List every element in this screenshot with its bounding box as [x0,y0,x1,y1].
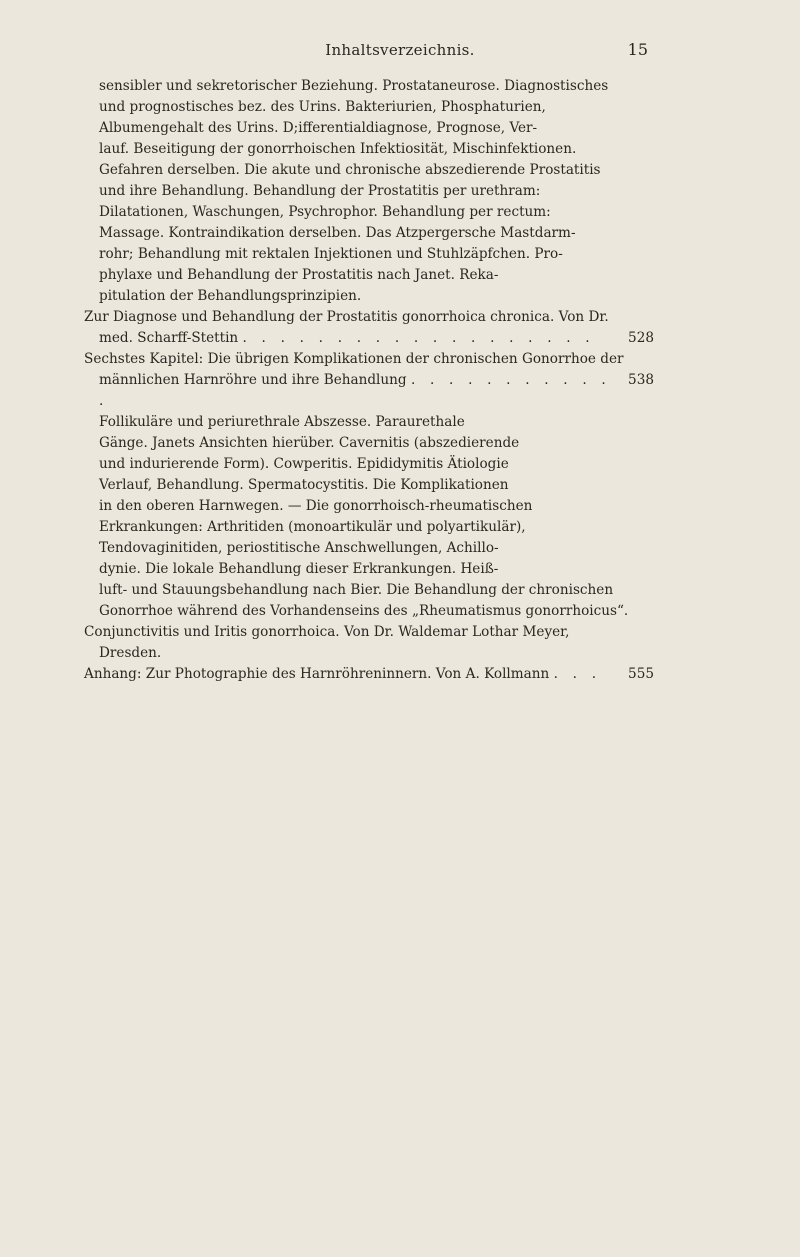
toc-entry-title: Zur Diagnose und Behandlung der Prostatitis gonorrhoica chronica. Von Dr. [84,309,609,325]
summary-line: luft- und Stauungsbehandlung nach Bier. Die Behandlung der chronischen [99,582,614,598]
header-title: Inhaltsverzeichnis. [325,41,475,59]
toc-entry-conjunctivitis [84,622,654,664]
chapter-summary-prostatitis [84,76,654,307]
header-page-number: 15 [627,40,648,59]
summary-line: Massage. Kontraindikation derselben. Das Atzpergersche Mastdarm- [99,225,576,241]
summary-line: Gonorrhoe während des Vorhandenseins des „Rheumatismus gonorrhoicus“. [99,603,629,619]
toc-page-number: 555 [628,666,654,682]
toc-entry-title: Anhang: Zur Photographie des Harnröhreninnern. Von A. Kollmann [84,666,550,682]
toc-entry-line [84,664,654,685]
toc-entry-author: med. Scharff-Stettin [99,330,239,346]
toc-entry-title: Conjunctivitis und Iritis gonorrhoica. Von Dr. Waldemar Lothar Meyer, [84,624,570,640]
summary-line: lauf. Beseitigung der gonorrhoischen Infektiosität, Mischinfektionen. [99,141,577,157]
toc-entry-line [84,370,654,412]
summary-line: sensibler und sekretorischer Beziehung. Prostataneurose. Diagnostisches [99,78,609,94]
toc-entry-anhang [84,664,654,685]
summary-line: dynie. Die lokale Behandlung dieser Erkrankungen. Heiß- [99,561,499,577]
summary-line: und prognostisches bez. des Urins. Bakteriurien, Phosphaturien, [99,99,546,115]
summary-line: Gefahren derselben. Die akute und chronische abszedierende Prostatitis [99,162,601,178]
toc-leader-dots: . . . [553,666,602,682]
running-header [0,41,800,63]
summary-line: Gänge. Janets Ansichten hierüber. Cavernitis (abszedierende [99,435,520,451]
summary-line: und ihre Behandlung. Behandlung der Prostatitis per urethram: [99,183,541,199]
summary-line: und indurierende Form). Cowperitis. Epididymitis Ätiologie [99,456,509,472]
toc-body [84,76,654,685]
summary-line: phylaxe und Behandlung der Prostatitis nach Janet. Reka- [99,267,499,283]
chapter-summary-komplikationen [84,412,654,622]
toc-leader-dots: . . . . . . . . . . . . . . . . . . . [242,330,595,346]
summary-line: Follikuläre und periurethrale Abszesse. Paraurethale [99,414,465,430]
toc-page-number: 538 [628,372,654,388]
summary-line: Albumengehalt des Urins. D;ifferentialdiagnose, Prognose, Ver- [99,120,538,136]
toc-entry-author: Dresden. [99,645,162,661]
toc-entry-sechstes-kapitel [84,349,654,412]
summary-line: in den oberen Harnwegen. — Die gonorrhoisch-rheumatischen [99,498,533,514]
toc-leader-dots: . . . . . . . . . . . . [99,372,611,409]
summary-line: Dilatationen, Waschungen, Psychrophor. Behandlung per rectum: [99,204,551,220]
summary-line: Tendovaginitiden, periostitische Anschwellungen, Achillo- [99,540,499,556]
summary-line: rohr; Behandlung mit rektalen Injektionen und Stuhlzäpfchen. Pro- [99,246,563,262]
summary-line: Verlauf, Behandlung. Spermatocystitis. Die Komplikationen [99,477,509,493]
summary-line: Erkrankungen: Arthritiden (monoartikulär und polyartikulär), [99,519,526,535]
toc-page-number: 528 [628,330,654,346]
summary-line: pitulation der Behandlungsprinzipien. [99,288,362,304]
toc-entry-title: Sechstes Kapitel: Die übrigen Komplikationen der chronischen Gonorrhoe der [84,351,624,367]
toc-entry-subtitle: männlichen Harnröhre und ihre Behandlung [99,372,407,388]
toc-entry-line [84,328,654,349]
toc-entry-prostatitis-chronica [84,307,654,349]
